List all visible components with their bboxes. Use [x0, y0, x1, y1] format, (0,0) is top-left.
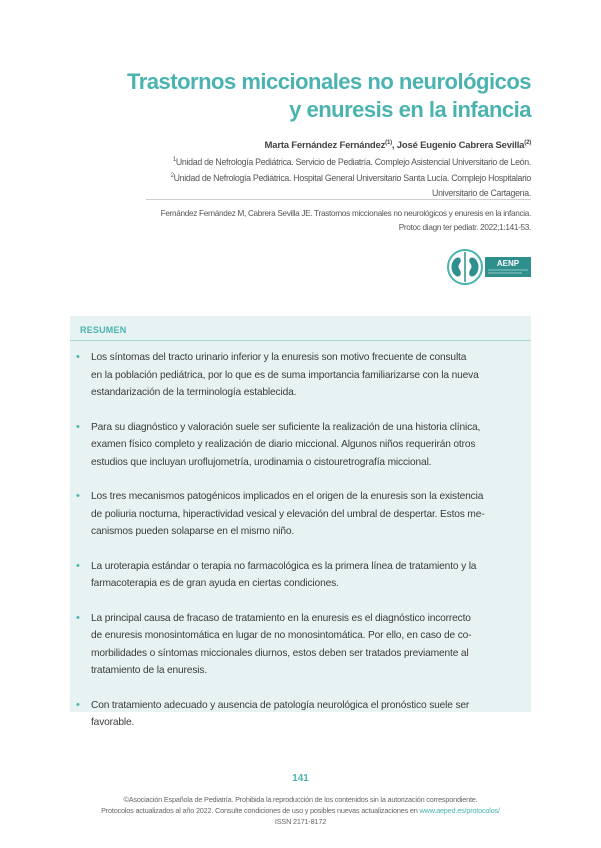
affiliations	[61, 153, 531, 200]
citation-line-2: Protoc diagn ter pediatr. 2022;1:141-53.	[398, 223, 531, 232]
author-2: José Eugenio Cabrera Sevilla	[396, 140, 525, 152]
issn: ISSN 2171-8172	[274, 817, 327, 826]
title-line-2: y enuresis en la infancia	[289, 97, 531, 122]
update-notice: Protocolos actualizados al año 2022. Consulte condiciones de uso y posibles nuevas actualizaciones en www.aeped.es/protocolos/	[101, 806, 500, 815]
author-1: Marta Fernández Fernández	[264, 140, 386, 152]
abstract-box	[70, 316, 531, 728]
bullet-icon: •	[76, 490, 80, 502]
bullet-icon: •	[76, 420, 80, 433]
aenp-kidneys-logo-icon	[446, 248, 532, 286]
bullet-icon: •	[76, 559, 80, 572]
list-item: • Los síntomas del tracto urinario inferior y la enuresis son motivo frecuente de consulta en la población pediátrica, por lo que es de suma importancia familiarizarse con la nueva estandarización de la terminología establecida.	[76, 351, 479, 398]
citation	[61, 207, 531, 235]
author-list	[51, 140, 531, 151]
title-line-1: Trastornos miccionales no neurológicos	[127, 69, 531, 94]
abstract-list	[70, 349, 531, 732]
bullet-icon: •	[76, 611, 80, 624]
bullet-icon: •	[76, 698, 80, 711]
article-title	[51, 68, 531, 124]
affiliation-2: $^2$Unidad de Nefrología Pediátrica. Hospital General Universitario Santa Lucía. Complejo Hospitalario	[170, 173, 531, 184]
author-1-affiliation-mark: (1)	[385, 140, 392, 146]
list-item: • La principal causa de fracaso de tratamiento en la enuresis es el diagnóstico incorrecto de enuresis monosintomática en lugar de no monosintomática. Por ello, en caso de co- morbilidades o síntomas miccionales diurnos, estos deben ser tratados previamente al tratamiento de la enuresis.	[76, 611, 472, 676]
affiliation-1-mark: 1	[172, 157, 176, 163]
protocols-link[interactable]: www.aeped.es/protocolos/	[419, 806, 500, 815]
affiliation-2-mark: 2	[170, 173, 174, 180]
aenp-logo	[446, 248, 532, 286]
author-2-affiliation-mark: (2)	[524, 140, 531, 146]
affiliation-1: $^1$Unidad de Nefrología Pediátrica. Servicio de Pediatría. Complejo Asistencial Universitario de León.	[172, 156, 531, 167]
list-item: • Para su diagnóstico y valoración suele ser suficiente la realización de una historia clínica, examen físico completo y realización de diario miccional. Algunos niños requerirán otros estudios que incluyan uroflujometría, urodinamia o cistouretrografía miccional.	[76, 420, 481, 468]
author-separator: ,	[391, 140, 397, 152]
copyright-notice: ©Asociación Española de Pediatría. Prohibida la reproducción de los contenidos sin la autorización correspondiente.	[123, 795, 478, 804]
abstract-divider	[70, 340, 531, 341]
logo-text: AENP	[496, 259, 520, 268]
list-item: • La uroterapia estándar o terapia no farmacológica es la primera línea de tratamiento y la farmacoterapia es de gran ayuda en ciertas condiciones.	[76, 559, 477, 589]
list-item: • Con tratamiento adecuado y ausencia de patología neurológica el pronóstico suele ser favorable.	[76, 698, 470, 728]
header-divider	[146, 199, 531, 200]
affiliation-2-continued: Universitario de Cartagena.	[432, 187, 531, 198]
abstract-heading: RESUMEN	[80, 325, 127, 335]
list-item: • Los tres mecanismos patogénicos implicados en el origen de la enuresis son la existencia de poliuria nocturna, hiperactividad vesical y elevación del umbral de despertar. Estos me- canismos pueden solaparse en el mismo niño.	[76, 490, 485, 537]
page-footer	[0, 794, 601, 827]
page-number: 141	[292, 773, 309, 784]
bullet-icon: •	[76, 351, 80, 363]
citation-line-1: Fernández Fernández M, Cabrera Sevilla JE. Trastornos miccionales no neurológicos y enuresis en la infancia.	[160, 209, 531, 218]
